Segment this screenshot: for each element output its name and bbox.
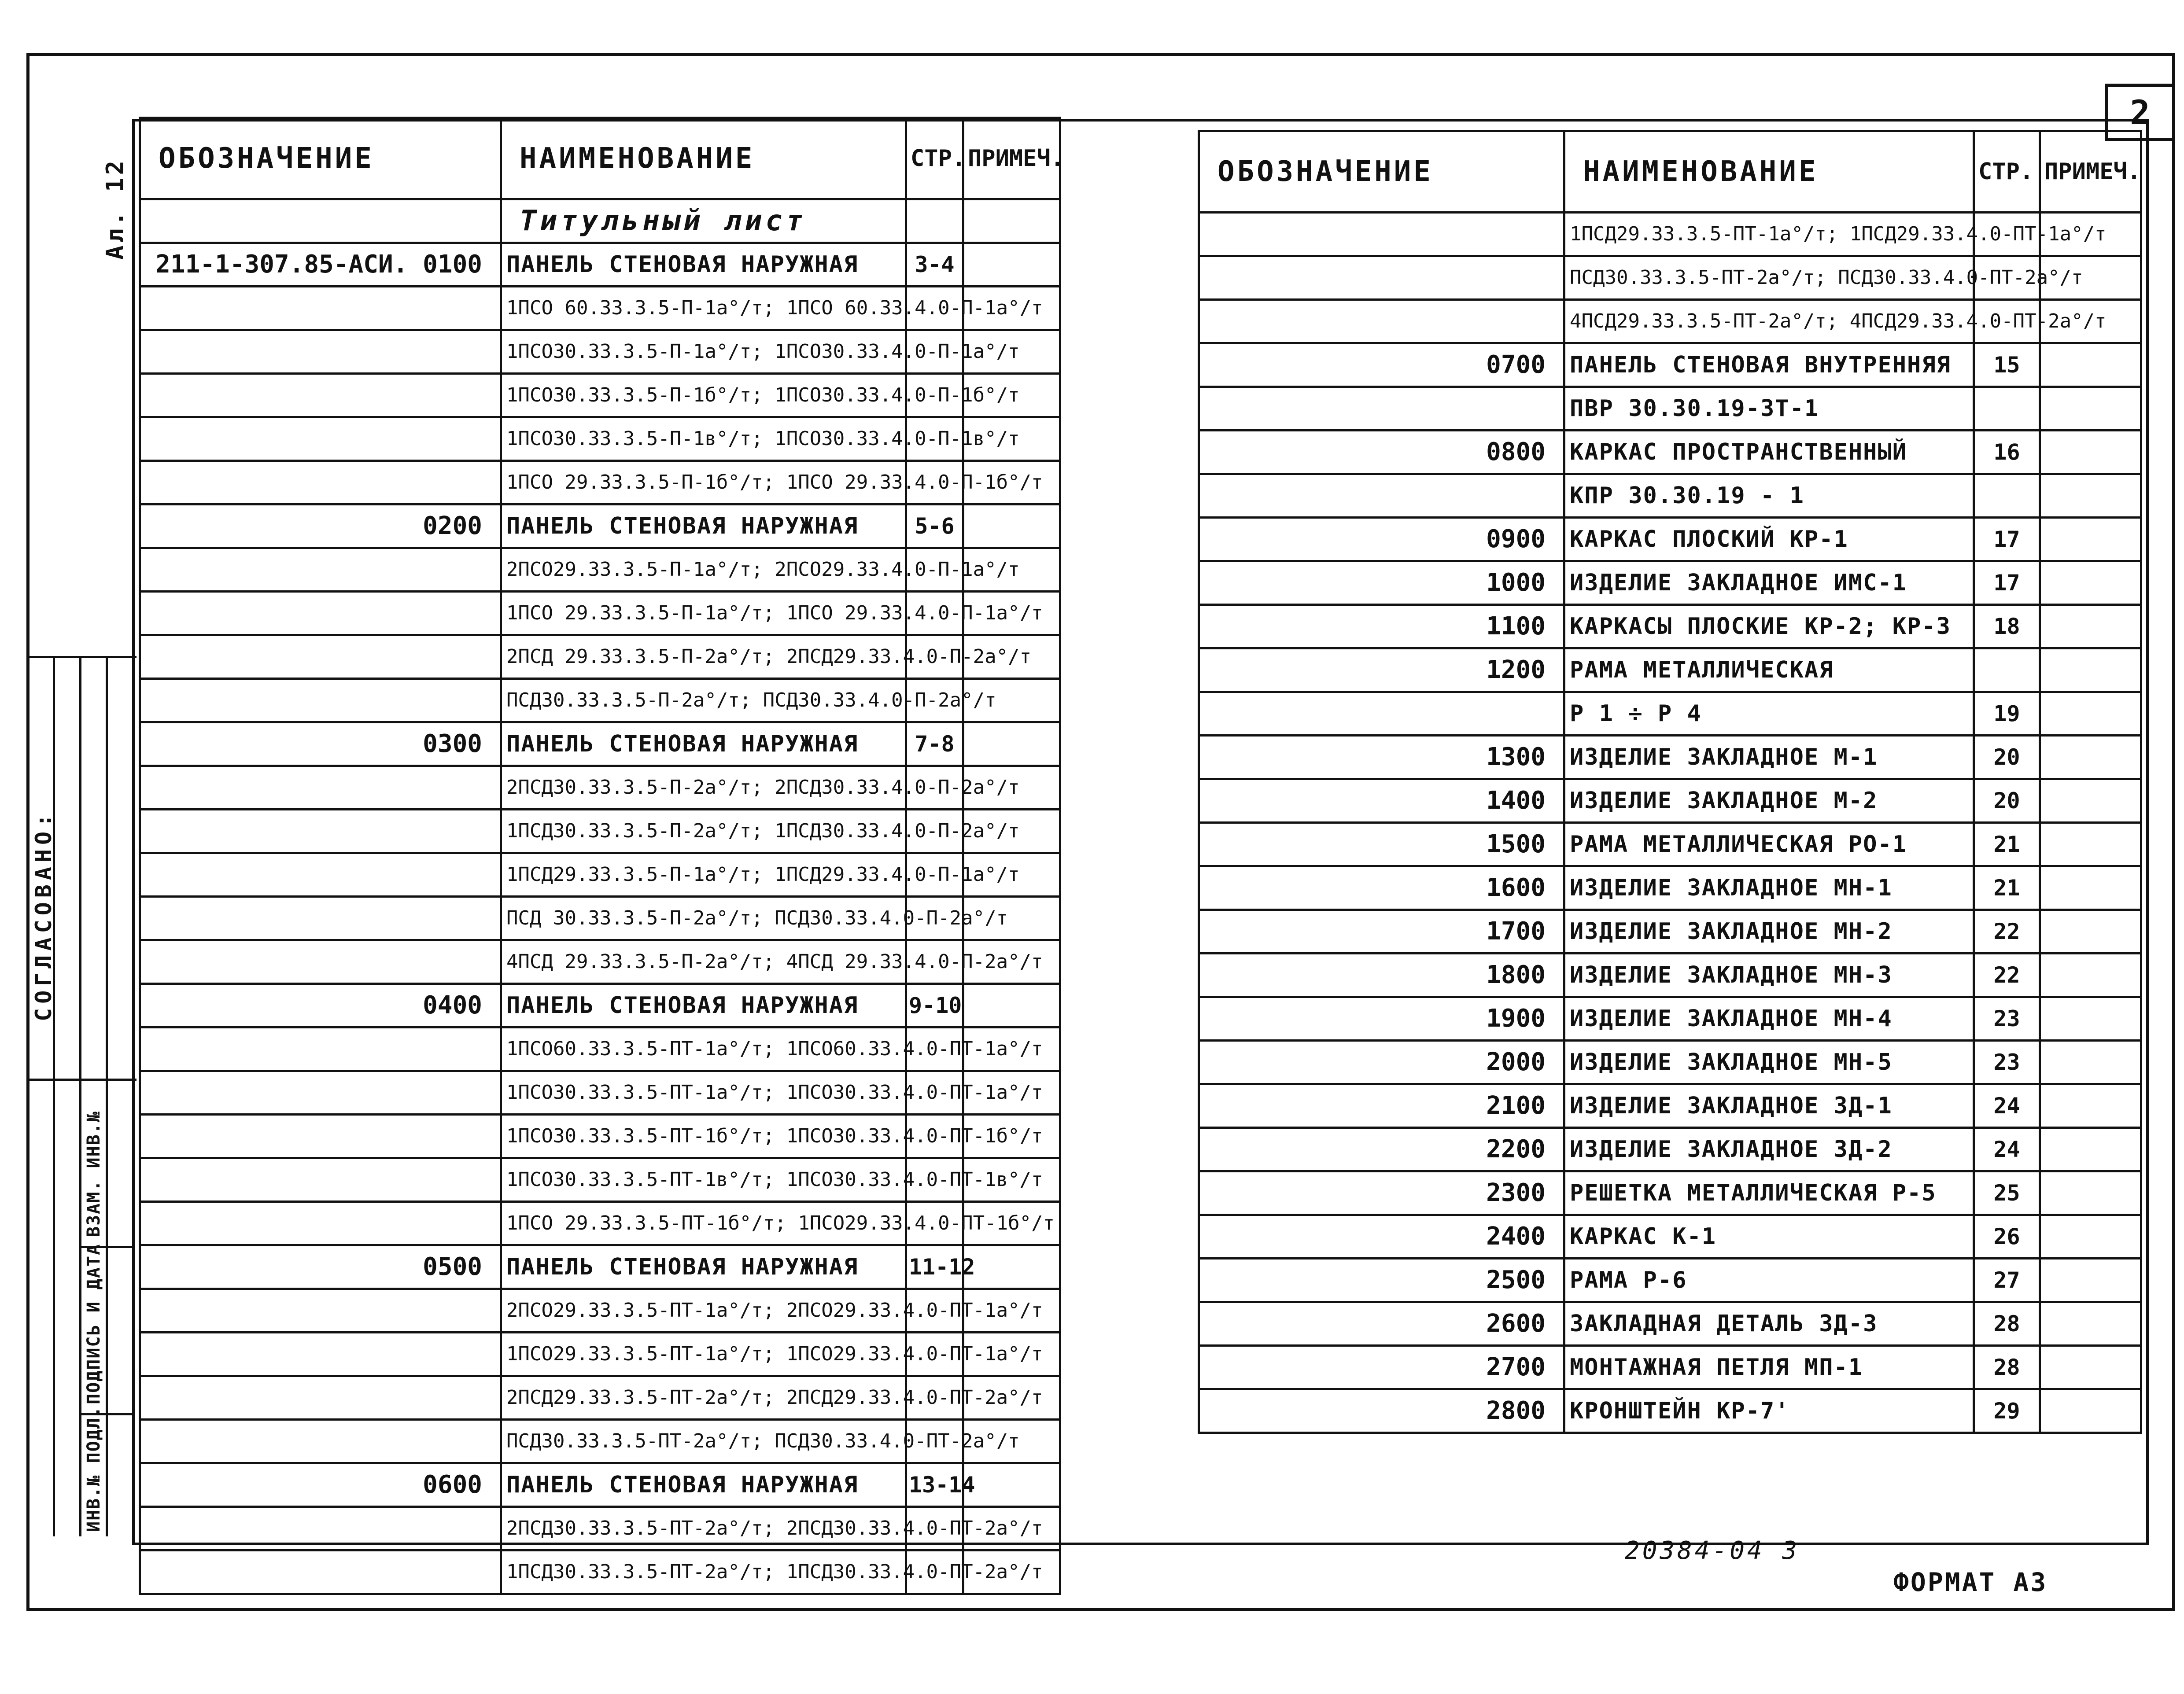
table-row xyxy=(140,1158,1060,1202)
row-name: КПР 30.30.19 - 1 xyxy=(1564,474,1974,518)
row-page: 16 xyxy=(1974,431,2040,474)
row-page: 3-4 xyxy=(906,243,963,287)
row-designation xyxy=(140,679,501,722)
left-spec-table xyxy=(139,117,1065,1595)
row-designation: 2500 xyxy=(1199,1259,1564,1302)
stamp-inv-replace: ВЗАМ. ИНВ.№ xyxy=(84,1111,104,1237)
row-designation xyxy=(140,199,501,243)
row-designation: 0500 xyxy=(140,1245,501,1289)
row-designation: 2400 xyxy=(1199,1215,1564,1259)
header-designation: ОБОЗНАЧЕНИЕ xyxy=(1199,131,1564,213)
row-page: 5-6 xyxy=(906,505,963,548)
row-note xyxy=(963,505,1060,548)
row-designation: 1400 xyxy=(1199,779,1564,823)
row-page: 7-8 xyxy=(906,722,963,766)
row-designation xyxy=(140,1550,501,1594)
row-name: 1ПСО30.33.3.5-П-1в°/т; 1ПСО30.33.4.0-П-1в°/т xyxy=(501,417,906,461)
row-name: 1ПСО30.33.3.5-П-1а°/т; 1ПСО30.33.4.0-П-1а°/т xyxy=(501,330,906,374)
row-designation xyxy=(1199,300,1564,343)
row-note xyxy=(2040,997,2141,1041)
row-page xyxy=(1974,474,2040,518)
row-page: 9-10 xyxy=(906,984,963,1027)
table-row xyxy=(1199,1041,2141,1084)
table-row xyxy=(140,810,1060,853)
table-row xyxy=(140,1289,1060,1333)
row-designation: 211-1-307.85-АСИ. 0100 xyxy=(140,243,501,287)
row-note xyxy=(2040,1041,2141,1084)
row-note xyxy=(2040,954,2141,997)
row-name: КАРКАС ПЛОСКИЙ КР-1 xyxy=(1564,518,1974,561)
row-designation xyxy=(140,1289,501,1333)
row-designation xyxy=(140,635,501,679)
row-page: 24 xyxy=(1974,1084,2040,1128)
row-designation xyxy=(140,1115,501,1158)
row-page: 20 xyxy=(1974,779,2040,823)
table-row xyxy=(1199,954,2141,997)
table-row xyxy=(140,766,1060,810)
table-row xyxy=(140,417,1060,461)
row-designation: 2800 xyxy=(1199,1389,1564,1433)
row-name: ИЗДЕЛИЕ ЗАКЛАДНОЕ М-1 xyxy=(1564,736,1974,779)
right-spec-table xyxy=(1198,130,2142,1434)
row-name: ПСД30.33.3.5-ПТ-2а°/т; ПСД30.33.4.0-ПТ-2а°/т xyxy=(1564,256,1974,300)
row-name: 2ПСД 29.33.3.5-П-2а°/т; 2ПСД29.33.4.0-П-2а°/т xyxy=(501,635,906,679)
row-page: 25 xyxy=(1974,1171,2040,1215)
header-name: НАИМЕНОВАНИЕ xyxy=(1564,131,1974,213)
row-note xyxy=(963,722,1060,766)
row-designation: 1900 xyxy=(1199,997,1564,1041)
doc-code: 20384-04 3 xyxy=(1625,1536,1800,1565)
row-note xyxy=(2040,648,2141,692)
row-name: ПСД 30.33.3.5-П-2а°/т; ПСД30.33.4.0-П-2а°/т xyxy=(501,897,906,940)
table-row xyxy=(140,1202,1060,1245)
right-header-row xyxy=(1199,131,2141,213)
row-name: ИЗДЕЛИЕ ЗАКЛАДНОЕ МН-3 xyxy=(1564,954,1974,997)
table-row xyxy=(1199,561,2141,605)
row-name: Р 1 ÷ Р 4 xyxy=(1564,692,1974,736)
row-name: 1ПСО 60.33.3.5-П-1а°/т; 1ПСО 60.33.4.0-П-1а°/т xyxy=(501,287,906,330)
side-stamp xyxy=(26,656,136,1536)
row-name: 1ПСО60.33.3.5-ПТ-1а°/т; 1ПСО60.33.4.0-ПТ-1а°/т xyxy=(501,1027,906,1071)
table-row xyxy=(140,548,1060,592)
sheet-number: 2 xyxy=(2105,84,2175,141)
table-row xyxy=(140,199,1060,243)
table-row xyxy=(140,1333,1060,1376)
row-designation: 2200 xyxy=(1199,1128,1564,1171)
table-row xyxy=(1199,1215,2141,1259)
row-note xyxy=(2040,1171,2141,1215)
left-header-row xyxy=(140,118,1060,199)
row-name: ПАНЕЛЬ СТЕНОВАЯ НАРУЖНАЯ xyxy=(501,1245,906,1289)
row-page: 22 xyxy=(1974,954,2040,997)
row-name: РАМА МЕТАЛЛИЧЕСКАЯ xyxy=(1564,648,1974,692)
row-name: 4ПСД 29.33.3.5-П-2а°/т; 4ПСД 29.33.4.0-П-2а°/т xyxy=(501,940,906,984)
table-row xyxy=(1199,387,2141,431)
row-designation: 1200 xyxy=(1199,648,1564,692)
row-page: 19 xyxy=(1974,692,2040,736)
table-row xyxy=(1199,910,2141,954)
table-row xyxy=(140,243,1060,287)
stamp-sign-date: ПОДПИСЬ И ДАТА xyxy=(84,1243,104,1404)
row-name: ПВР 30.30.19-3Т-1 xyxy=(1564,387,1974,431)
row-designation xyxy=(140,374,501,417)
row-designation: 1500 xyxy=(1199,823,1564,866)
row-page xyxy=(906,199,963,243)
table-row xyxy=(1199,1084,2141,1128)
row-designation xyxy=(140,1420,501,1463)
row-designation: 1000 xyxy=(1199,561,1564,605)
table-row xyxy=(140,1420,1060,1463)
row-name: 1ПСД30.33.3.5-П-2а°/т; 1ПСД30.33.4.0-П-2а°/т xyxy=(501,810,906,853)
row-designation: 0300 xyxy=(140,722,501,766)
table-row xyxy=(1199,300,2141,343)
row-page: 18 xyxy=(1974,605,2040,648)
table-row xyxy=(140,1376,1060,1420)
row-note xyxy=(2040,692,2141,736)
table-row xyxy=(1199,1171,2141,1215)
table-row xyxy=(140,679,1060,722)
row-page: 15 xyxy=(1974,343,2040,387)
row-name: РЕШЕТКА МЕТАЛЛИЧЕСКАЯ Р-5 xyxy=(1564,1171,1974,1215)
table-row xyxy=(1199,474,2141,518)
table-row xyxy=(1199,823,2141,866)
row-note xyxy=(963,199,1060,243)
row-designation: 1600 xyxy=(1199,866,1564,910)
row-designation xyxy=(140,1027,501,1071)
row-name: 2ПСД29.33.3.5-ПТ-2а°/т; 2ПСД29.33.4.0-ПТ-2а°/т xyxy=(501,1376,906,1420)
header-page: СТР. xyxy=(906,118,963,199)
table-row xyxy=(1199,866,2141,910)
row-page: 21 xyxy=(1974,866,2040,910)
format-label: ФОРМАТ А3 xyxy=(1893,1567,2048,1597)
table-row xyxy=(140,1027,1060,1071)
row-name: 1ПСО30.33.3.5-П-1б°/т; 1ПСО30.33.4.0-П-1б°/т xyxy=(501,374,906,417)
row-name: Титульный лист xyxy=(501,199,906,243)
row-note xyxy=(2040,866,2141,910)
row-name: ПАНЕЛЬ СТЕНОВАЯ НАРУЖНАЯ xyxy=(501,505,906,548)
row-note xyxy=(963,1245,1060,1289)
row-name: 1ПСО 29.33.3.5-П-1б°/т; 1ПСО 29.33.4.0-П-1б°/т xyxy=(501,461,906,505)
row-name: 1ПСО30.33.3.5-ПТ-1а°/т; 1ПСО30.33.4.0-ПТ-1а°/т xyxy=(501,1071,906,1115)
table-row xyxy=(1199,256,2141,300)
row-name: 1ПСД30.33.3.5-ПТ-2а°/т; 1ПСД30.33.4.0-ПТ-2а°/т xyxy=(501,1550,906,1594)
row-designation xyxy=(1199,474,1564,518)
row-designation xyxy=(1199,387,1564,431)
row-name: ПСД30.33.3.5-ПТ-2а°/т; ПСД30.33.4.0-ПТ-2а°/т xyxy=(501,1420,906,1463)
row-note xyxy=(2040,1302,2141,1346)
row-note xyxy=(2040,387,2141,431)
row-name: 2ПСД30.33.3.5-П-2а°/т; 2ПСД30.33.4.0-П-2а°/т xyxy=(501,766,906,810)
table-row xyxy=(140,1463,1060,1507)
row-designation xyxy=(140,1333,501,1376)
header-note: ПРИМЕЧ. xyxy=(963,118,1060,199)
row-note xyxy=(963,984,1060,1027)
row-designation xyxy=(140,1158,501,1202)
table-row xyxy=(140,940,1060,984)
row-designation: 2100 xyxy=(1199,1084,1564,1128)
row-designation xyxy=(140,417,501,461)
row-name: КАРКАС ПРОСТРАНСТВЕННЫЙ xyxy=(1564,431,1974,474)
row-page: 24 xyxy=(1974,1128,2040,1171)
row-page: 17 xyxy=(1974,561,2040,605)
row-name: 1ПСО30.33.3.5-ПТ-1в°/т; 1ПСО30.33.4.0-ПТ-1в°/т xyxy=(501,1158,906,1202)
row-page: 13-14 xyxy=(906,1463,963,1507)
row-name: РАМА Р-6 xyxy=(1564,1259,1974,1302)
table-row xyxy=(1199,518,2141,561)
row-page: 20 xyxy=(1974,736,2040,779)
row-name: ПАНЕЛЬ СТЕНОВАЯ НАРУЖНАЯ xyxy=(501,243,906,287)
row-name: 2ПСО29.33.3.5-П-1а°/т; 2ПСО29.33.4.0-П-1а°/т xyxy=(501,548,906,592)
row-name: 4ПСД29.33.3.5-ПТ-2а°/т; 4ПСД29.33.4.0-ПТ-2а°/т xyxy=(1564,300,1974,343)
table-row xyxy=(1199,1302,2141,1346)
table-row xyxy=(140,461,1060,505)
table-row xyxy=(140,897,1060,940)
table-row xyxy=(1199,779,2141,823)
row-designation xyxy=(1199,692,1564,736)
row-page: 22 xyxy=(1974,910,2040,954)
row-name: 1ПСО29.33.3.5-ПТ-1а°/т; 1ПСО29.33.4.0-ПТ-1а°/т xyxy=(501,1333,906,1376)
row-note xyxy=(2040,518,2141,561)
row-page: 27 xyxy=(1974,1259,2040,1302)
row-name: ПАНЕЛЬ СТЕНОВАЯ НАРУЖНАЯ xyxy=(501,722,906,766)
row-name: ЗАКЛАДНАЯ ДЕТАЛЬ ЗД-3 xyxy=(1564,1302,1974,1346)
row-designation xyxy=(140,897,501,940)
header-name: НАИМЕНОВАНИЕ xyxy=(501,118,906,199)
row-note xyxy=(2040,605,2141,648)
row-designation xyxy=(140,287,501,330)
row-name: 1ПСО30.33.3.5-ПТ-1б°/т; 1ПСО30.33.4.0-ПТ-1б°/т xyxy=(501,1115,906,1158)
stamp-agreed: СОГЛАСОВАНО: xyxy=(31,809,56,1021)
row-note xyxy=(2040,823,2141,866)
row-designation: 0600 xyxy=(140,1463,501,1507)
row-designation xyxy=(140,1202,501,1245)
row-name: 1ПСД29.33.3.5-П-1а°/т; 1ПСД29.33.4.0-П-1а°/т xyxy=(501,853,906,897)
row-page: 23 xyxy=(1974,1041,2040,1084)
row-designation xyxy=(1199,256,1564,300)
row-note xyxy=(2040,1346,2141,1389)
row-page: 21 xyxy=(1974,823,2040,866)
row-designation: 1800 xyxy=(1199,954,1564,997)
header-page: СТР. xyxy=(1974,131,2040,213)
row-note xyxy=(2040,1084,2141,1128)
row-designation: 2300 xyxy=(1199,1171,1564,1215)
table-row xyxy=(140,635,1060,679)
row-name: ИЗДЕЛИЕ ЗАКЛАДНОЕ ЗД-1 xyxy=(1564,1084,1974,1128)
table-row xyxy=(140,374,1060,417)
table-row xyxy=(1199,648,2141,692)
row-designation xyxy=(140,461,501,505)
table-row xyxy=(140,287,1060,330)
row-name: КАРКАС К-1 xyxy=(1564,1215,1974,1259)
row-designation: 0400 xyxy=(140,984,501,1027)
row-designation: 2600 xyxy=(1199,1302,1564,1346)
table-row xyxy=(140,330,1060,374)
row-note xyxy=(2040,910,2141,954)
row-designation: 1700 xyxy=(1199,910,1564,954)
row-name: ИЗДЕЛИЕ ЗАКЛАДНОЕ МН-2 xyxy=(1564,910,1974,954)
row-note xyxy=(2040,779,2141,823)
table-row xyxy=(140,1115,1060,1158)
table-row xyxy=(140,1245,1060,1289)
table-row xyxy=(1199,343,2141,387)
table-row xyxy=(140,984,1060,1027)
row-designation: 1100 xyxy=(1199,605,1564,648)
table-row xyxy=(140,1550,1060,1594)
table-row xyxy=(140,505,1060,548)
row-note xyxy=(2040,1389,2141,1433)
row-designation xyxy=(140,548,501,592)
table-row xyxy=(140,1507,1060,1550)
row-name: МОНТАЖНАЯ ПЕТЛЯ МП-1 xyxy=(1564,1346,1974,1389)
row-page: 29 xyxy=(1974,1389,2040,1433)
row-name: 2ПСО29.33.3.5-ПТ-1а°/т; 2ПСО29.33.4.0-ПТ-1а°/т xyxy=(501,1289,906,1333)
row-designation: 2000 xyxy=(1199,1041,1564,1084)
row-designation xyxy=(140,940,501,984)
row-name: ПАНЕЛЬ СТЕНОВАЯ НАРУЖНАЯ xyxy=(501,984,906,1027)
row-designation xyxy=(140,330,501,374)
row-name: 1ПСД29.33.3.5-ПТ-1а°/т; 1ПСД29.33.4.0-ПТ-1а°/т xyxy=(1564,213,1974,256)
table-row xyxy=(1199,431,2141,474)
row-page: 26 xyxy=(1974,1215,2040,1259)
row-designation xyxy=(140,810,501,853)
table-row xyxy=(140,853,1060,897)
table-row xyxy=(1199,605,2141,648)
row-note xyxy=(2040,1259,2141,1302)
row-name: ИЗДЕЛИЕ ЗАКЛАДНОЕ ЗД-2 xyxy=(1564,1128,1974,1171)
table-row xyxy=(140,1071,1060,1115)
table-row xyxy=(1199,1128,2141,1171)
table-row xyxy=(1199,1259,2141,1302)
row-page: 17 xyxy=(1974,518,2040,561)
row-designation: 0200 xyxy=(140,505,501,548)
row-note xyxy=(2040,431,2141,474)
row-page: 11-12 xyxy=(906,1245,963,1289)
row-name: ИЗДЕЛИЕ ЗАКЛАДНОЕ ИМС-1 xyxy=(1564,561,1974,605)
row-name: КАРКАСЫ ПЛОСКИЕ КР-2; КР-3 xyxy=(1564,605,1974,648)
row-page: 28 xyxy=(1974,1302,2040,1346)
row-name: ИЗДЕЛИЕ ЗАКЛАДНОЕ МН-4 xyxy=(1564,997,1974,1041)
row-designation xyxy=(140,766,501,810)
row-page xyxy=(1974,648,2040,692)
row-name: 2ПСД30.33.3.5-ПТ-2а°/т; 2ПСД30.33.4.0-ПТ-2а°/т xyxy=(501,1507,906,1550)
row-name: ПСД30.33.3.5-П-2а°/т; ПСД30.33.4.0-П-2а°/т xyxy=(501,679,906,722)
table-row xyxy=(1199,1389,2141,1433)
row-note xyxy=(2040,343,2141,387)
table-row xyxy=(1199,736,2141,779)
row-note xyxy=(2040,1128,2141,1171)
row-designation xyxy=(140,1507,501,1550)
row-designation xyxy=(1199,213,1564,256)
row-note xyxy=(2040,474,2141,518)
row-designation: 2700 xyxy=(1199,1346,1564,1389)
row-page: 23 xyxy=(1974,997,2040,1041)
row-designation: 0800 xyxy=(1199,431,1564,474)
table-row xyxy=(1199,692,2141,736)
header-designation: ОБОЗНАЧЕНИЕ xyxy=(140,118,501,199)
row-note xyxy=(963,243,1060,287)
stamp-inv-orig: ИНВ.№ ПОДЛ. xyxy=(84,1406,104,1532)
row-note xyxy=(2040,561,2141,605)
table-row xyxy=(1199,213,2141,256)
row-designation xyxy=(140,1376,501,1420)
row-name: ПАНЕЛЬ СТЕНОВАЯ НАРУЖНАЯ xyxy=(501,1463,906,1507)
row-note xyxy=(2040,736,2141,779)
row-name: 1ПСО 29.33.3.5-П-1а°/т; 1ПСО 29.33.4.0-П-1а°/т xyxy=(501,592,906,635)
row-page xyxy=(1974,387,2040,431)
row-designation xyxy=(140,853,501,897)
row-page: 28 xyxy=(1974,1346,2040,1389)
header-note: ПРИМЕЧ. xyxy=(2040,131,2141,213)
table-row xyxy=(140,592,1060,635)
table-row xyxy=(1199,1346,2141,1389)
row-name: РАМА МЕТАЛЛИЧЕСКАЯ РО-1 xyxy=(1564,823,1974,866)
row-designation: 0700 xyxy=(1199,343,1564,387)
row-name: ИЗДЕЛИЕ ЗАКЛАДНОЕ М-2 xyxy=(1564,779,1974,823)
row-note xyxy=(963,1463,1060,1507)
row-name: ПАНЕЛЬ СТЕНОВАЯ ВНУТРЕННЯЯ xyxy=(1564,343,1974,387)
row-designation: 0900 xyxy=(1199,518,1564,561)
row-name: ИЗДЕЛИЕ ЗАКЛАДНОЕ МН-1 xyxy=(1564,866,1974,910)
row-name: ИЗДЕЛИЕ ЗАКЛАДНОЕ МН-5 xyxy=(1564,1041,1974,1084)
row-designation xyxy=(140,1071,501,1115)
row-name: 1ПСО 29.33.3.5-ПТ-1б°/т; 1ПСО29.33.4.0-ПТ-1б°/т xyxy=(501,1202,906,1245)
row-name: КРОНШТЕЙН КР-7' xyxy=(1564,1389,1974,1433)
table-row xyxy=(140,722,1060,766)
row-designation xyxy=(140,592,501,635)
row-note xyxy=(2040,1215,2141,1259)
side-label: Ал. 12 xyxy=(101,158,129,260)
table-row xyxy=(1199,997,2141,1041)
row-designation: 1300 xyxy=(1199,736,1564,779)
